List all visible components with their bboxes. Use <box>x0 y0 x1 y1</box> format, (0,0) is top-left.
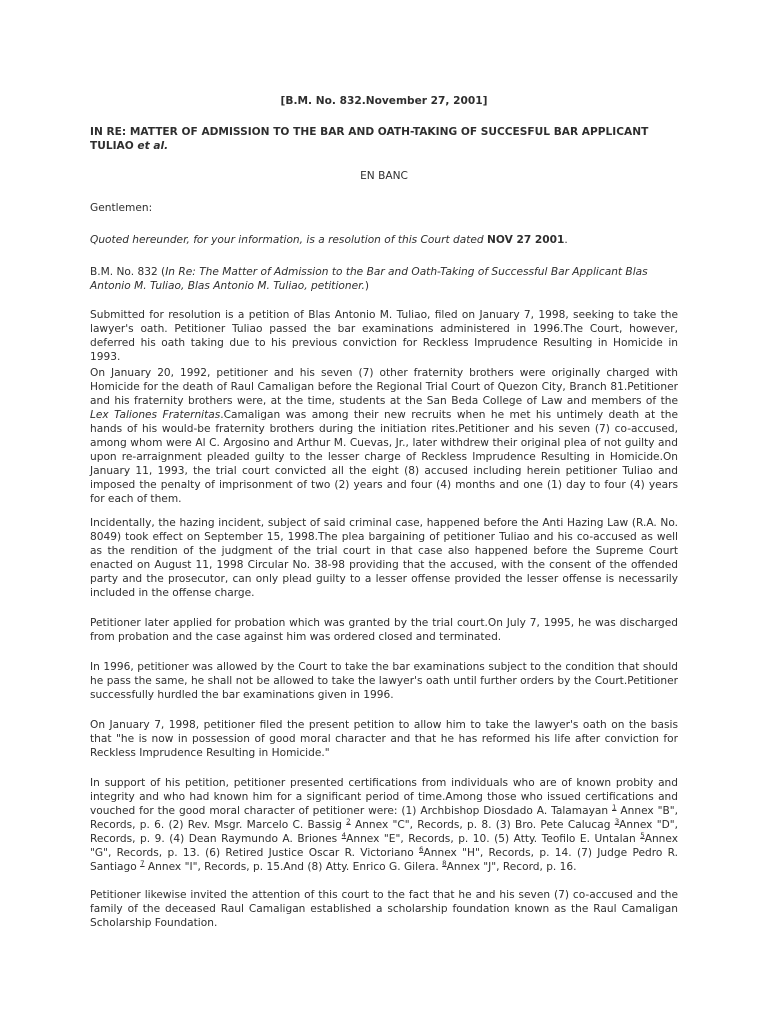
resolution-date: NOV 27 2001 <box>486 234 565 246</box>
salutation <box>90 201 678 215</box>
paragraph-1-text: Submitted for resolution is a petition of Blas Antonio M. Tuliao, filed on January 7, 1998, seeking to take the lawyer's oath. Petitioner Tuliao passed the bar examinations administered in 1996.The Court, however, deferred his oath taking due to his previous conviction for Reckless Imprudence Resulting in Homicide in 1993. <box>90 309 678 363</box>
salutation-text: Gentlemen: <box>90 202 153 214</box>
paragraph-5 <box>90 660 678 702</box>
paragraph-6-text: On January 7, 1998, petitioner filed the present petition to allow him to take the lawyer's oath on the basis that "he is now in possession of good moral character and that he has reformed his life after conviction for Reckless Imprudence Resulting in Homicide." <box>90 719 678 759</box>
paragraph-7-text: Annex "B", Records, p. 6. (2) Rev. Msgr. Marcelo C. Bassig <box>90 805 678 831</box>
paragraph-2 <box>90 366 678 506</box>
paragraph-7-text: Annex "C", Records, p. 8. (3) Bro. Pete Calucag <box>350 819 615 831</box>
paragraph-7-text: Annex "I", Records, p. 15.And (8) Atty. Enrico G. Gilera. <box>144 861 443 873</box>
case-number-text: [B.M. No. 832.November 27, 2001] <box>280 95 488 107</box>
paragraph-1 <box>90 308 678 364</box>
paragraph-7-text: Annex "H", Records, p. 14. (7) Judge Pedro R. Santiago <box>90 847 678 873</box>
paragraph-7-text: Annex "E", Records, p. 10. (5) Atty. Teofilo E. Untalan <box>346 833 641 845</box>
paragraph-7-text: Annex "J", Record, p. 16. <box>446 861 577 873</box>
paragraph-6 <box>90 718 678 760</box>
case-caption <box>90 265 678 293</box>
court-division <box>90 169 678 183</box>
case-number-heading <box>90 94 678 108</box>
court-division-text: EN BANC <box>360 170 408 182</box>
paragraph-4 <box>90 616 678 644</box>
case-title-main: IN RE: MATTER OF ADMISSION TO THE BAR AND OATH-TAKING OF SUCCESFUL BAR APPLICANT TULIAO <box>90 126 649 152</box>
footnote-link-8[interactable]: 8 <box>442 859 447 868</box>
case-title <box>90 125 678 153</box>
paragraph-8 <box>90 888 678 930</box>
paragraph-2-text-b: .Camaligan was among their new recruits when he met his untimely death at the hands of his would-be fraternity brothers during the initiation rites.Petitioner and his seven (7) co-accused, among whom were Al C. Argosino and Arthur M. Cuevas, Jr., later withdrew their original plea of not guilty and upon re-arraignment pleaded guilty to the lesser charge of Reckless Imprudence Resulting in Homicide.On January 11, 1993, the trial court convicted all the eight (8) accused including herein petitioner Tuliao and imposed the penalty of imprisonment of two (2) years and four (4) months and one (1) day to four (4) years for each of them. <box>90 409 678 505</box>
paragraph-7 <box>90 776 678 874</box>
caption-prefix: B.M. No. 832 ( <box>90 266 166 278</box>
footnote-link-4[interactable]: 4 <box>341 831 347 840</box>
paragraph-3 <box>90 516 678 600</box>
paragraph-5-text: In 1996, petitioner was allowed by the Court to take the bar examinations subject to the condition that should he pass the same, he shall not be allowed to take the lawyer's oath until further orders by the Court.Petitioner successfully hurdled the bar examinations given in 1996. <box>90 661 678 701</box>
paragraph-7-text: In support of his petition, petitioner presented certifications from individuals who are of known probity and integrity and who had known him for a significant period of time.Among those who issued certifications and vouched for the good moral character of petitioner were: (1) Archbishop Diosdado A. Talamayan <box>90 777 678 817</box>
caption-suffix: ) <box>364 280 370 292</box>
paragraph-7-text: Annex "D", Records, p. 9. (4) Dean Raymundo A. Briones <box>90 819 678 845</box>
footnote-link-7[interactable]: 7 <box>140 859 145 868</box>
quoted-prefix: Quoted hereunder, for your information, is a resolution of this Court dated <box>90 234 487 246</box>
quoted-resolution-line <box>90 233 678 247</box>
paragraph-3-text: Incidentally, the hazing incident, subject of said criminal case, happened before the Anti Hazing Law (R.A. No. 8049) took effect on September 15, 1998.The plea bargaining of petitioner Tuliao and his co-accused as well as the rendition of the judgment of the trial court in that case also happened before the Supreme Court enacted on August 11, 1998 Circular No. 38-98 providing that the accused, with the consent of the offended party and the prosecutor, can only plead guilty to a lesser offense provided the lesser offense is necessarily included in the offense charge. <box>90 517 678 599</box>
caption-italic: In Re: The Matter of Admission to the Bar and Oath-Taking of Successful Bar Applicant Blas Antonio M. Tuliao, Blas Antonio M. Tuliao, petitioner. <box>90 266 648 292</box>
footnote-link-2[interactable]: 2 <box>346 817 351 826</box>
footnote-link-1[interactable]: 1 <box>612 803 617 812</box>
paragraph-4-text: Petitioner later applied for probation which was granted by the trial court.On July 7, 1995, he was discharged from probation and the case against him was ordered closed and terminated. <box>90 617 678 643</box>
footnote-link-3[interactable]: 3 <box>614 817 620 826</box>
paragraph-2-text-a: On January 20, 1992, petitioner and his seven (7) other fraternity brothers were originally charged with Homicide for the death of Raul Camaligan before the Regional Trial Court of Quezon City, Branch 81.Petitioner and his fraternity brothers were, at the time, students at the San Beda College of Law and members of the <box>90 367 678 407</box>
quoted-suffix: . <box>564 234 568 246</box>
paragraph-8-text: Petitioner likewise invited the attention of this court to the fact that he and his seven (7) co-accused and the family of the deceased Raul Camaligan established a scholarship foundation known as the Raul Camaligan Scholarship Foundation. <box>90 889 678 929</box>
footnote-link-6[interactable]: 6 <box>419 845 424 854</box>
paragraph-7-text: Annex "G", Records, p. 13. (6) Retired Justice Oscar R. Victoriano <box>90 833 678 859</box>
case-title-etal: et al. <box>137 140 169 152</box>
fraternity-name: Lex Taliones Fraternitas <box>90 409 221 421</box>
footnote-link-5[interactable]: 5 <box>640 831 645 840</box>
